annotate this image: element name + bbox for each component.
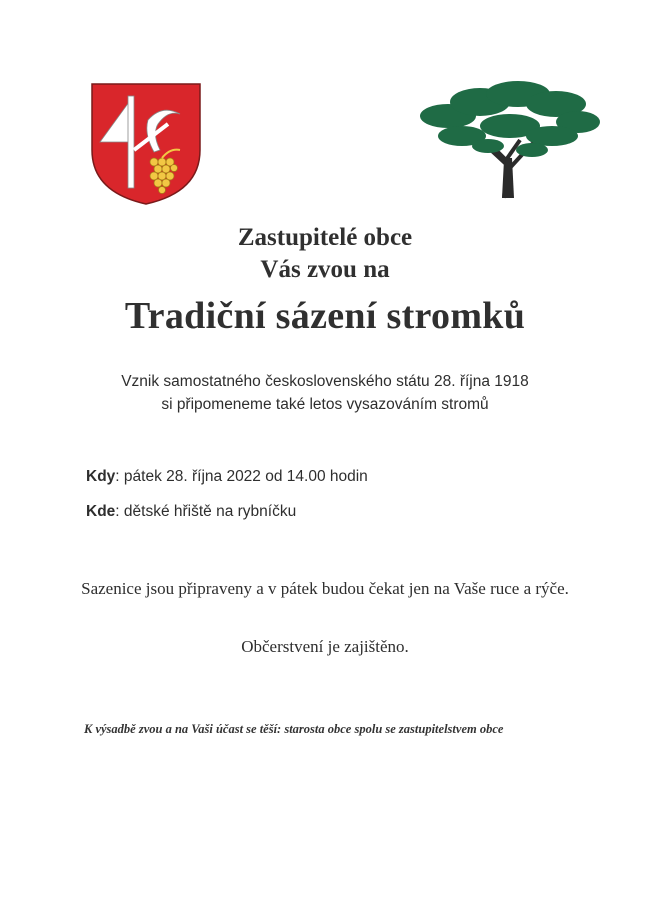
event-title: Tradiční sázení stromků [124, 295, 526, 337]
invitation-line-2: Vás zvou na [260, 256, 390, 283]
refreshments-paragraph: Občerstvení je zajištěno. [241, 637, 409, 656]
intro-line-2: si připomeneme také letos vysazováním stromů [161, 396, 489, 413]
intro-line-1: Vznik samostatného československého státu 28. října 1918 [121, 373, 529, 390]
tree-icon [418, 80, 602, 200]
seedlings-paragraph: Sazenice jsou připraveny a v pátek budou čekat jen na Vaše ruce a rýče. [81, 579, 569, 598]
event-where [86, 503, 296, 521]
coat-of-arms-icon [88, 80, 204, 208]
where-label: Kde [86, 503, 116, 520]
event-when [86, 468, 368, 486]
closing-line: K výsadbě zvou a na Vaši účast se těší: starosta obce spolu se zastupitelstvem obce [84, 722, 504, 736]
intro-text [0, 370, 650, 416]
invitation-line-1: Zastupitelé obce [237, 224, 413, 251]
where-value: : dětské hřiště na rybníčku [115, 503, 297, 520]
when-value: : pátek 28. října 2022 od 14.00 hodin [115, 468, 368, 485]
when-label: Kdy [86, 468, 116, 485]
